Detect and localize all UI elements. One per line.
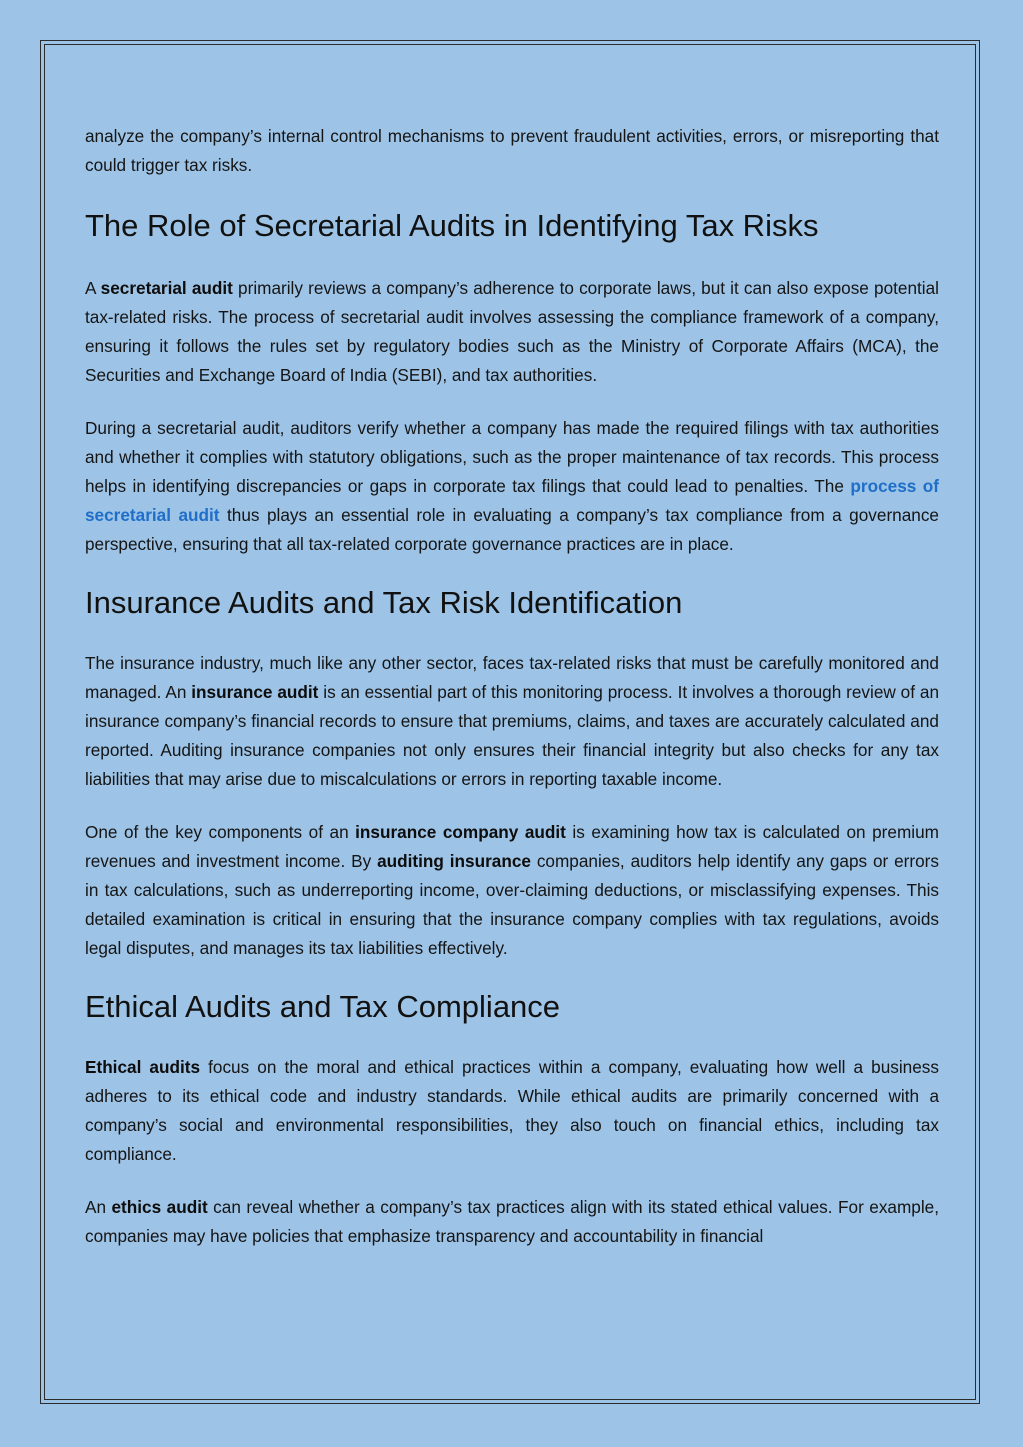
term-ethical-audits: Ethical audits [85,1057,201,1077]
intro-paragraph: analyze the company’s internal control mechanisms to prevent fraudulent activities, errors, or misreporting that could trigger tax risks. [85,126,939,175]
term-insurance-audit: insurance audit [191,682,319,702]
ethical-paragraph-2: An ethics audit can reveal whether a company’s tax practices align with its stated ethical values. For example, companies may have policies that emphasize transparency and accountability in financial [85,1197,939,1246]
term-ethics-audit: ethics audit [111,1197,208,1217]
term-auditing-insurance: auditing insurance [377,851,531,871]
ethical-paragraph-1: Ethical audits focus on the moral and ethical practices within a company, evaluating how well a business adheres to its ethical code and industry standards. While ethical audits are primarily concerned with a company’s social and environmental responsibilities, they also touch on financial ethics, including tax compliance. [85,1057,939,1164]
term-secretarial-audit: secretarial audit [100,278,233,298]
heading-secretarial-audits: The Role of Secretarial Audits in Identifying Tax Risks [85,208,819,243]
secretarial-paragraph-1: A secretarial audit primarily reviews a company’s adherence to corporate laws, but it can also expose potential tax-related risks. The process of secretarial audit involves assessing the compliance framework of a company, ensuring it follows the rules set by regulatory bodies such as the Ministry of Corporate Affairs (MCA), the Securities and Exchange Board of India (SEBI), and tax authorities. [85,278,939,385]
process-of-secretarial-audit-link[interactable]: process of secretarial audit [85,476,940,525]
document-body [85,122,939,1251]
heading-insurance-audits: Insurance Audits and Tax Risk Identification [85,585,683,620]
secretarial-paragraph-2: During a secretarial audit, auditors verify whether a company has made the required filings with tax authorities and whether it complies with statutory obligations, such as the proper maintenance of tax records. This process helps in identifying discrepancies or gaps in corporate tax filings that could lead to penalties. The process of secretarial audit thus plays an essential role in evaluating a company’s tax compliance from a governance perspective, ensuring that all tax-related corporate governance practices are in place. [85,418,940,554]
insurance-paragraph-1: The insurance industry, much like any other sector, faces tax-related risks that must be carefully monitored and managed. An insurance audit is an essential part of this monitoring process. It involves a thorough review of an insurance company’s financial records to ensure that premiums, claims, and taxes are accurately calculated and reported. Auditing insurance companies not only ensures their financial integrity but also checks for any tax liabilities that may arise due to miscalculations or errors in reporting taxable income. [85,653,940,789]
insurance-paragraph-2: One of the key components of an insurance company audit is examining how tax is calculated on premium revenues and investment income. By auditing insurance companies, auditors help identify any gaps or errors in tax calculations, such as underreporting income, over-claiming deductions, or misclassifying expenses. This detailed examination is critical in ensuring that the insurance company complies with tax regulations, avoids legal disputes, and manages its tax liabilities effectively. [85,822,939,958]
term-insurance-company-audit: insurance company audit [355,822,566,842]
heading-ethical-audits: Ethical Audits and Tax Compliance [85,989,561,1024]
